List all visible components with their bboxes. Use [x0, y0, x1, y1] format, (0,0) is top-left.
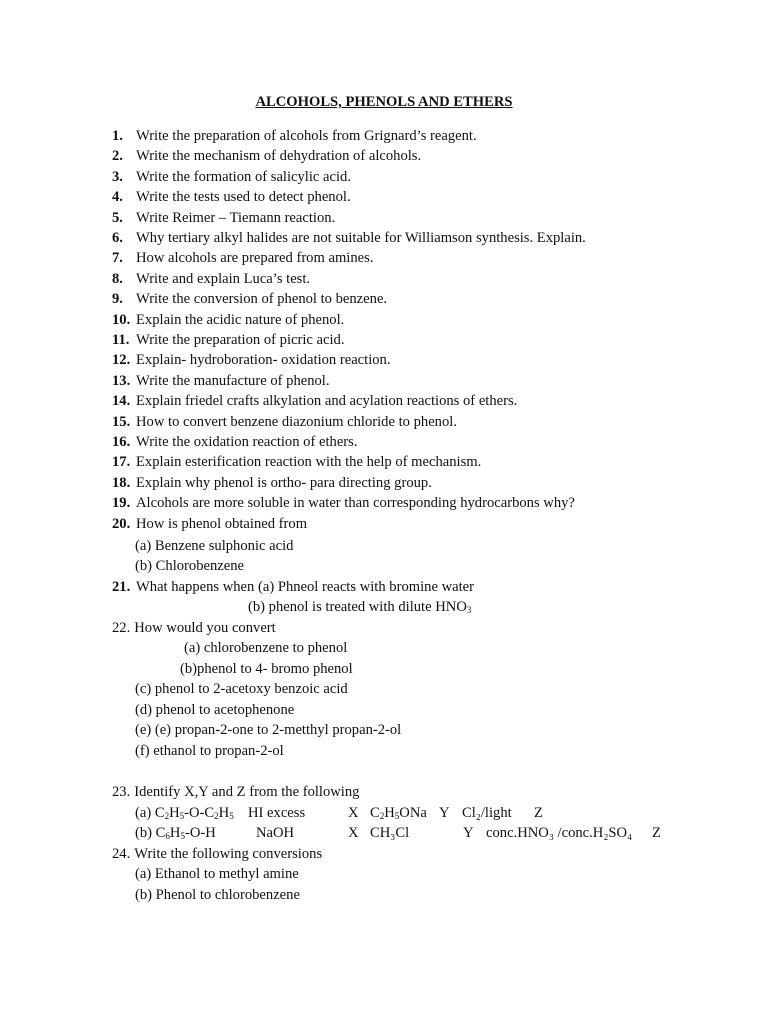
question-number: 5.	[112, 210, 123, 226]
q22-part-d: (d) phenol to acetophenone	[135, 702, 295, 718]
q23-row-b-reagent2: CH₃Cl	[370, 825, 410, 841]
question-10	[112, 311, 344, 329]
question-number: 23.	[112, 784, 131, 800]
question-5	[112, 209, 335, 227]
q23-row-b-y: Y	[463, 825, 474, 841]
q23-row-b-reagent1: NaOH	[256, 825, 295, 841]
question-23	[112, 783, 359, 801]
question-number: 15.	[112, 414, 131, 430]
question-text: Explain- hydroboration- oxidation reaction.	[136, 352, 391, 368]
page-title: ALCOHOLS, PHENOLS AND ETHERS	[255, 94, 513, 110]
question-number: 9.	[112, 291, 123, 307]
question-9	[112, 290, 387, 308]
q23-row-b-z: Z	[652, 825, 661, 841]
question-number: 17.	[112, 454, 131, 470]
q23-row-b-reagent3: conc.HNO₃ /conc.H₂SO₄	[486, 825, 633, 841]
question-4	[112, 188, 351, 206]
question-number: 19.	[112, 495, 131, 511]
question-15	[112, 413, 457, 431]
question-text: Explain friedel crafts alkylation and acylation reactions of ethers.	[136, 393, 518, 409]
q24-part-b: (b) Phenol to chlorobenzene	[135, 887, 300, 903]
question-text: How to convert benzene diazonium chloride to phenol.	[136, 414, 457, 430]
question-text: Explain esterification reaction with the help of mechanism.	[136, 454, 482, 470]
question-18	[112, 474, 432, 492]
q23-row-b-reactant: (b) $C_6H_5-O-H$	[135, 825, 216, 841]
question-text: Alcohols are more soluble in water than corresponding hydrocarbons why?	[136, 495, 575, 511]
question-17	[112, 453, 481, 471]
question-number: 8.	[112, 271, 123, 287]
question-text: Identify X,Y and Z from the following	[134, 784, 360, 800]
question-text: Explain the acidic nature of phenol.	[136, 312, 345, 328]
question-6	[112, 229, 586, 247]
question-text: What happens when (a) Phneol reacts with bromine water	[136, 579, 474, 595]
q21-part-b: (b) phenol is treated with dilute $HNO_3$	[248, 599, 472, 615]
question-19	[112, 494, 575, 512]
question-14	[112, 392, 517, 410]
q23-row-b-x: X	[348, 825, 359, 841]
question-text: How would you convert	[134, 620, 276, 636]
question-11	[112, 331, 345, 349]
question-21	[112, 578, 474, 596]
question-text: Write the tests used to detect phenol.	[136, 189, 351, 205]
q24-part-a: (a) Ethanol to methyl amine	[135, 866, 299, 882]
question-text: How is phenol obtained from	[136, 516, 308, 532]
question-7	[112, 249, 373, 267]
question-16	[112, 433, 357, 451]
question-3	[112, 168, 351, 186]
q23-row-a-reagent1: HI excess	[248, 805, 306, 821]
q22-part-e: (e) (e) propan-2-one to 2-metthyl propan-2-ol	[135, 722, 402, 738]
question-text: Write the manufacture of phenol.	[136, 373, 330, 389]
q23-row-a-x: X	[348, 805, 359, 821]
question-8	[112, 270, 310, 288]
question-text: Write the oxidation reaction of ethers.	[136, 434, 358, 450]
q23-row-a-reagent3: Cl₂/light	[462, 805, 512, 821]
question-number: 6.	[112, 230, 123, 246]
question-number: 1.	[112, 128, 123, 144]
question-2	[112, 147, 421, 165]
question-number: 7.	[112, 250, 123, 266]
question-text: Why tertiary alkyl halides are not suitable for Williamson synthesis. Explain.	[136, 230, 586, 246]
question-number: 20.	[112, 516, 131, 532]
question-text: Write Reimer – Tiemann reaction.	[136, 210, 336, 226]
question-24	[112, 845, 322, 863]
question-text: Write the preparation of alcohols from Grignard’s reagent.	[136, 128, 477, 144]
question-number: 21.	[112, 579, 131, 595]
q22-part-c: (c) phenol to 2-acetoxy benzoic acid	[135, 681, 348, 697]
q22-part-b: (b)phenol to 4- bromo phenol	[180, 661, 353, 677]
q22-part-f: (f) ethanol to propan-2-ol	[135, 743, 284, 759]
question-text: Write the mechanism of dehydration of alcohols.	[136, 148, 422, 164]
question-number: 18.	[112, 475, 131, 491]
question-text: Write the preparation of picric acid.	[136, 332, 345, 348]
question-1	[112, 127, 477, 145]
q23-row-a-reagent2: $C_2H_5ONa$	[370, 805, 427, 821]
question-number: 11.	[112, 332, 130, 348]
question-number: 2.	[112, 148, 123, 164]
question-20	[112, 515, 307, 533]
question-text: How alcohols are prepared from amines.	[136, 250, 374, 266]
question-number: 14.	[112, 393, 131, 409]
question-22	[112, 619, 276, 637]
question-number: 4.	[112, 189, 123, 205]
question-number: 22.	[112, 620, 131, 636]
question-text: Write the following conversions	[134, 846, 323, 862]
q20-part-b: (b) Chlorobenzene	[135, 558, 245, 574]
question-text: Write and explain Luca’s test.	[136, 271, 311, 287]
question-12	[112, 351, 391, 369]
question-number: 13.	[112, 373, 131, 389]
question-number: 10.	[112, 312, 131, 328]
question-13	[112, 372, 330, 390]
q23-row-a-z: Z	[534, 805, 543, 821]
q20-part-a: (a) Benzene sulphonic acid	[135, 538, 294, 554]
q22-part-a: (a) chlorobenzene to phenol	[184, 640, 348, 656]
question-number: 3.	[112, 169, 123, 185]
question-text: Explain why phenol is ortho- para directing group.	[136, 475, 432, 491]
q23-row-a-reactant: (a) $C_2H_5-O-C_2H_5$	[135, 805, 234, 821]
question-number: 16.	[112, 434, 131, 450]
question-text: Write the formation of salicylic acid.	[136, 169, 351, 185]
question-number: 12.	[112, 352, 131, 368]
q23-row-a-y: Y	[439, 805, 450, 821]
question-number: 24.	[112, 846, 131, 862]
question-text: Write the conversion of phenol to benzene.	[136, 291, 388, 307]
